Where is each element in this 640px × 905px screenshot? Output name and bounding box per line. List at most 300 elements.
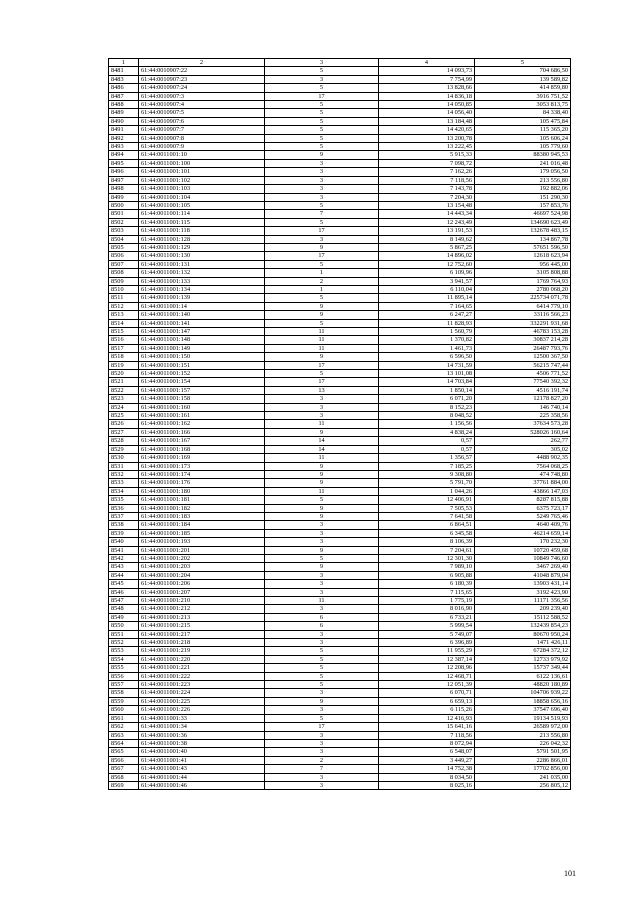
- table-cell: 61:44:0011001:193: [139, 538, 265, 546]
- table-cell: 8508: [109, 269, 139, 277]
- table-cell: 8490: [109, 117, 139, 125]
- table-cell: 11 895,14: [379, 294, 475, 302]
- table-cell: 3192 423,90: [475, 588, 571, 596]
- table-cell: 1471 426,11: [475, 639, 571, 647]
- table-cell: 61:44:0011001:131: [139, 260, 265, 268]
- table-cell: 5: [265, 672, 379, 680]
- table-cell: 19134 519,93: [475, 714, 571, 722]
- table-cell: 11: [265, 487, 379, 495]
- table-row: [109, 185, 571, 193]
- table-cell: 8486: [109, 84, 139, 92]
- table-cell: 61:44:0011001:134: [139, 285, 265, 293]
- table-row: [109, 529, 571, 537]
- table-cell: 1 775,19: [379, 597, 475, 605]
- table-cell: 8562: [109, 723, 139, 731]
- table-cell: 105 606,24: [475, 134, 571, 142]
- table-cell: 256 805,12: [475, 781, 571, 789]
- table-cell: 61:44:0011001:139: [139, 294, 265, 302]
- table-cell: 1 461,73: [379, 344, 475, 352]
- table-cell: 14 093,73: [379, 67, 475, 75]
- table-cell: 14 703,84: [379, 378, 475, 386]
- table-cell: 56215 747,44: [475, 361, 571, 369]
- table-row: [109, 756, 571, 764]
- table-cell: 1 560,79: [379, 328, 475, 336]
- table-cell: 7: [265, 210, 379, 218]
- table-cell: 13 101,08: [379, 370, 475, 378]
- table-cell: 15737 349,44: [475, 664, 571, 672]
- table-cell: 115 365,20: [475, 126, 571, 134]
- table-cell: 8513: [109, 311, 139, 319]
- table-cell: 3: [265, 781, 379, 789]
- table-cell: 80670 950,24: [475, 630, 571, 638]
- table-cell: 3: [265, 168, 379, 176]
- table-cell: 61:44:0011001:115: [139, 218, 265, 226]
- table-cell: 8 034,50: [379, 773, 475, 781]
- table-cell: 61:44:0011001:201: [139, 546, 265, 554]
- table-cell: 8 048,52: [379, 412, 475, 420]
- table-row: [109, 630, 571, 638]
- table-cell: 6375 723,17: [475, 504, 571, 512]
- table-cell: 3053 813,75: [475, 101, 571, 109]
- table-row: [109, 521, 571, 529]
- table-cell: 8499: [109, 193, 139, 201]
- table-cell: 61:44:0011001:180: [139, 487, 265, 495]
- table-cell: 7 204,61: [379, 546, 475, 554]
- table-cell: 213 556,80: [475, 731, 571, 739]
- table-cell: 5 999,54: [379, 622, 475, 630]
- table-cell: 15 641,16: [379, 723, 475, 731]
- table-cell: 170 232,30: [475, 538, 571, 546]
- table-cell: 13 828,66: [379, 84, 475, 92]
- table-cell: 3: [265, 159, 379, 167]
- table-cell: 9: [265, 697, 379, 705]
- table-cell: 3: [265, 403, 379, 411]
- table-cell: 3: [265, 689, 379, 697]
- table-cell: 6 071,20: [379, 395, 475, 403]
- table-row: [109, 67, 571, 75]
- table-cell: 61:44:0011001:202: [139, 554, 265, 562]
- table-cell: 12500 367,50: [475, 353, 571, 361]
- table-row: [109, 227, 571, 235]
- table-cell: 12 468,71: [379, 672, 475, 680]
- table-row: [109, 277, 571, 285]
- table-row: [109, 235, 571, 243]
- table-cell: 9: [265, 546, 379, 554]
- table-cell: 225734 071,78: [475, 294, 571, 302]
- table-cell: 3: [265, 605, 379, 613]
- table-cell: 8517: [109, 344, 139, 352]
- table-cell: 8522: [109, 386, 139, 394]
- table-cell: 7 641,58: [379, 512, 475, 520]
- table-row: [109, 159, 571, 167]
- table-row: [109, 109, 571, 117]
- table-cell: 0,57: [379, 445, 475, 453]
- table-cell: 6 115,26: [379, 706, 475, 714]
- table-row: [109, 496, 571, 504]
- table-cell: 11: [265, 420, 379, 428]
- table-cell: 11: [265, 336, 379, 344]
- table-cell: 1 044,26: [379, 487, 475, 495]
- table-cell: 61:44:0011001:221: [139, 664, 265, 672]
- table-cell: 12 051,39: [379, 681, 475, 689]
- table-cell: 2286 866,01: [475, 756, 571, 764]
- table-cell: 61:44:0011001:220: [139, 655, 265, 663]
- table-cell: 9: [265, 512, 379, 520]
- table-cell: 9: [265, 302, 379, 310]
- table-cell: 11 955,29: [379, 647, 475, 655]
- table-cell: 14 836,18: [379, 92, 475, 100]
- table-cell: 5: [265, 117, 379, 125]
- table-row: [109, 647, 571, 655]
- table-cell: 7 162,26: [379, 168, 475, 176]
- table-cell: 6 905,88: [379, 571, 475, 579]
- table-cell: 11: [265, 597, 379, 605]
- table-cell: 8518: [109, 353, 139, 361]
- table-cell: 8557: [109, 681, 139, 689]
- table-cell: 3105 808,88: [475, 269, 571, 277]
- table-cell: 14: [265, 445, 379, 453]
- table-cell: 132439 854,23: [475, 622, 571, 630]
- table-cell: 12 243,49: [379, 218, 475, 226]
- table-row: [109, 193, 571, 201]
- table-cell: 8566: [109, 756, 139, 764]
- table-cell: 61:44:0011001:225: [139, 697, 265, 705]
- table-row: [109, 538, 571, 546]
- table-cell: 8542: [109, 554, 139, 562]
- table-cell: 6: [265, 613, 379, 621]
- table-cell: 61:44:0011001:118: [139, 227, 265, 235]
- table-cell: 61:44:0011001:184: [139, 521, 265, 529]
- table-row: [109, 731, 571, 739]
- table-cell: 9: [265, 353, 379, 361]
- table-cell: 146 740,14: [475, 403, 571, 411]
- table-cell: 8512: [109, 302, 139, 310]
- table-row: [109, 395, 571, 403]
- table-cell: 6 109,96: [379, 269, 475, 277]
- table-cell: 5: [265, 681, 379, 689]
- table-cell: 43866 147,03: [475, 487, 571, 495]
- table-cell: 8503: [109, 227, 139, 235]
- table-cell: 6 548,07: [379, 748, 475, 756]
- table-cell: 61:44:0011001:101: [139, 168, 265, 176]
- table-cell: 8505: [109, 243, 139, 251]
- table-cell: 8521: [109, 378, 139, 386]
- table-cell: 4640 409,76: [475, 521, 571, 529]
- table-cell: 8501: [109, 210, 139, 218]
- table-cell: 61:44:0011001:168: [139, 445, 265, 453]
- table-cell: 61:44:0011001:174: [139, 470, 265, 478]
- table-cell: 7 143,78: [379, 185, 475, 193]
- table-cell: 61:44:0011001:148: [139, 336, 265, 344]
- table-cell: 5: [265, 134, 379, 142]
- table-header-row: [109, 59, 571, 67]
- table-cell: 61:44:0011001:151: [139, 361, 265, 369]
- table-cell: 3: [265, 75, 379, 83]
- table-cell: 474 748,80: [475, 470, 571, 478]
- table-row: [109, 781, 571, 789]
- table-cell: 7 185,25: [379, 462, 475, 470]
- table-cell: 12 406,91: [379, 496, 475, 504]
- table-cell: 1: [265, 285, 379, 293]
- table-cell: 6: [265, 622, 379, 630]
- table-cell: 61:44:0011001:43: [139, 765, 265, 773]
- table-cell: 61:44:0011001:204: [139, 571, 265, 579]
- table-cell: 61:44:0011001:162: [139, 420, 265, 428]
- table-cell: 14 420,65: [379, 126, 475, 134]
- table-row: [109, 739, 571, 747]
- table-cell: 9: [265, 563, 379, 571]
- table-cell: 61:44:0011001:160: [139, 403, 265, 411]
- table-cell: 8509: [109, 277, 139, 285]
- table-cell: 528026 160,64: [475, 428, 571, 436]
- table-row: [109, 336, 571, 344]
- table-cell: 7 115,65: [379, 588, 475, 596]
- table-cell: 61:44:0010907:24: [139, 84, 265, 92]
- table-cell: 5 749,07: [379, 630, 475, 638]
- table-row: [109, 260, 571, 268]
- table-cell: 61:44:0011001:103: [139, 185, 265, 193]
- table-cell: 12 387,14: [379, 655, 475, 663]
- table-cell: 15112 588,52: [475, 613, 571, 621]
- table-cell: 139 589,82: [475, 75, 571, 83]
- table-cell: 8541: [109, 546, 139, 554]
- table-cell: 13 222,45: [379, 143, 475, 151]
- table-cell: 8558: [109, 689, 139, 697]
- table-cell: 61:44:0011001:38: [139, 739, 265, 747]
- table-cell: 8531: [109, 462, 139, 470]
- table-row: [109, 344, 571, 352]
- table-cell: 332291 931,68: [475, 319, 571, 327]
- table-cell: 7 118,56: [379, 731, 475, 739]
- table-cell: 9: [265, 428, 379, 436]
- table-cell: 10849 746,60: [475, 554, 571, 562]
- table-cell: 61:44:0011001:152: [139, 370, 265, 378]
- table-cell: 105 475,84: [475, 117, 571, 125]
- page-number: 101: [564, 869, 576, 878]
- table-cell: 61:44:0011001:36: [139, 731, 265, 739]
- table-cell: 3: [265, 739, 379, 747]
- table-cell: 26589 972,00: [475, 723, 571, 731]
- table-cell: 61:44:0011001:167: [139, 437, 265, 445]
- table-cell: 5: [265, 67, 379, 75]
- table-row: [109, 201, 571, 209]
- table-row: [109, 597, 571, 605]
- table-cell: 8 149,62: [379, 235, 475, 243]
- table-cell: 8560: [109, 706, 139, 714]
- table-row: [109, 92, 571, 100]
- table-cell: 11: [265, 454, 379, 462]
- table-cell: 9: [265, 311, 379, 319]
- table-cell: 8 072,94: [379, 739, 475, 747]
- table-cell: 9: [265, 151, 379, 159]
- table-cell: 8493: [109, 143, 139, 151]
- table-cell: 6122 136,61: [475, 672, 571, 680]
- table-cell: 8496: [109, 168, 139, 176]
- table-row: [109, 672, 571, 680]
- table-cell: 7564 068,25: [475, 462, 571, 470]
- table-cell: 5: [265, 496, 379, 504]
- table-cell: 3: [265, 529, 379, 537]
- table-cell: 5: [265, 664, 379, 672]
- table-cell: 2: [265, 277, 379, 285]
- table-cell: 704 686,50: [475, 67, 571, 75]
- table-cell: 7 098,72: [379, 159, 475, 167]
- table-cell: 8556: [109, 672, 139, 680]
- table-row: [109, 370, 571, 378]
- table-cell: 61:44:0011001:206: [139, 580, 265, 588]
- table-cell: 8555: [109, 664, 139, 672]
- table-cell: 7 118,56: [379, 176, 475, 184]
- table-cell: 5: [265, 714, 379, 722]
- table-cell: 8544: [109, 571, 139, 579]
- table-cell: 61:44:0011001:149: [139, 344, 265, 352]
- table-cell: 17702 856,00: [475, 765, 571, 773]
- table-cell: 61:44:0011001:210: [139, 597, 265, 605]
- table-cell: 8535: [109, 496, 139, 504]
- table-cell: 8492: [109, 134, 139, 142]
- table-cell: 226 042,32: [475, 739, 571, 747]
- table-cell: 3: [265, 639, 379, 647]
- table-cell: 8510: [109, 285, 139, 293]
- table-cell: 61:44:0010907:5: [139, 109, 265, 117]
- table-cell: 8563: [109, 731, 139, 739]
- column-header-3: 3: [265, 59, 379, 67]
- table-cell: 134690 623,49: [475, 218, 571, 226]
- table-cell: 61:44:0010907:3: [139, 92, 265, 100]
- table-cell: 8494: [109, 151, 139, 159]
- table-cell: 61:44:0011001:129: [139, 243, 265, 251]
- table-cell: 8502: [109, 218, 139, 226]
- table-cell: 37547 696,40: [475, 706, 571, 714]
- table-cell: 3: [265, 773, 379, 781]
- table-cell: 3: [265, 580, 379, 588]
- table-row: [109, 470, 571, 478]
- table-cell: 3: [265, 630, 379, 638]
- table-cell: 61:44:0011001:157: [139, 386, 265, 394]
- table-cell: 46214 659,14: [475, 529, 571, 537]
- table-row: [109, 428, 571, 436]
- table-cell: 157 853,76: [475, 201, 571, 209]
- table-row: [109, 218, 571, 226]
- table-cell: 6 247,27: [379, 311, 475, 319]
- table-cell: 3: [265, 235, 379, 243]
- table-cell: 2: [265, 756, 379, 764]
- table-cell: 192 882,06: [475, 185, 571, 193]
- table-cell: 46783 153,28: [475, 328, 571, 336]
- table-cell: 9 308,80: [379, 470, 475, 478]
- table-cell: 14 050,85: [379, 101, 475, 109]
- table-row: [109, 361, 571, 369]
- table-cell: 61:44:0010907:9: [139, 143, 265, 151]
- table-cell: 13 184,48: [379, 117, 475, 125]
- table-cell: 8530: [109, 454, 139, 462]
- table-row: [109, 613, 571, 621]
- table-row: [109, 706, 571, 714]
- table-cell: 12618 623,94: [475, 252, 571, 260]
- table-cell: 8548: [109, 605, 139, 613]
- table-cell: 61:44:0011001:173: [139, 462, 265, 470]
- table-cell: 3: [265, 176, 379, 184]
- table-cell: 8528: [109, 437, 139, 445]
- table-cell: 6 596,50: [379, 353, 475, 361]
- table-cell: 6 864,51: [379, 521, 475, 529]
- table-row: [109, 117, 571, 125]
- table-cell: 14 443,34: [379, 210, 475, 218]
- table-row: [109, 75, 571, 83]
- table-cell: 3: [265, 706, 379, 714]
- table-cell: 8498: [109, 185, 139, 193]
- table-cell: 61:44:0011001:34: [139, 723, 265, 731]
- table-row: [109, 210, 571, 218]
- table-row: [109, 84, 571, 92]
- table-cell: 61:44:0011001:226: [139, 706, 265, 714]
- table-cell: 8551: [109, 630, 139, 638]
- table-cell: 5: [265, 294, 379, 302]
- table-cell: 5 791,70: [379, 479, 475, 487]
- table-row: [109, 563, 571, 571]
- table-cell: 1769 764,93: [475, 277, 571, 285]
- table-cell: 11: [265, 344, 379, 352]
- table-cell: 9: [265, 470, 379, 478]
- table-row: [109, 655, 571, 663]
- table-cell: 13 154,48: [379, 201, 475, 209]
- table-cell: 9: [265, 243, 379, 251]
- table-cell: 3 941,57: [379, 277, 475, 285]
- table-cell: 8 152,23: [379, 403, 475, 411]
- table-row: [109, 622, 571, 630]
- table-cell: 61:44:0011001:104: [139, 193, 265, 201]
- table-cell: 61:44:0011001:128: [139, 235, 265, 243]
- table-cell: 8524: [109, 403, 139, 411]
- table-cell: 61:44:0011001:102: [139, 176, 265, 184]
- table-cell: 61:44:0011001:147: [139, 328, 265, 336]
- table-cell: 61:44:0011001:183: [139, 512, 265, 520]
- table-cell: 61:44:0011001:40: [139, 748, 265, 756]
- table-cell: 61:44:0011001:10: [139, 151, 265, 159]
- table-cell: 1 370,82: [379, 336, 475, 344]
- table-cell: 8534: [109, 487, 139, 495]
- table-cell: 11: [265, 328, 379, 336]
- table-cell: 8519: [109, 361, 139, 369]
- table-cell: 12 752,60: [379, 260, 475, 268]
- table-cell: 8507: [109, 260, 139, 268]
- table-cell: 61:44:0010907:23: [139, 75, 265, 83]
- table-cell: 8516: [109, 336, 139, 344]
- table-cell: 61:44:0011001:169: [139, 454, 265, 462]
- table-row: [109, 664, 571, 672]
- table-cell: 61:44:0010907:22: [139, 67, 265, 75]
- table-cell: 8538: [109, 521, 139, 529]
- table-cell: 105 779,60: [475, 143, 571, 151]
- table-cell: 414 859,80: [475, 84, 571, 92]
- table-cell: 241 035,00: [475, 773, 571, 781]
- table-cell: 8529: [109, 445, 139, 453]
- table-row: [109, 126, 571, 134]
- table-row: [109, 151, 571, 159]
- table-cell: 7 505,53: [379, 504, 475, 512]
- table-cell: 4506 771,52: [475, 370, 571, 378]
- table-cell: 8287 815,88: [475, 496, 571, 504]
- table-cell: 8495: [109, 159, 139, 167]
- table-cell: 61:44:0011001:203: [139, 563, 265, 571]
- column-header-4: 4: [379, 59, 475, 67]
- table-cell: 10720 459,68: [475, 546, 571, 554]
- table-cell: 61:44:0011001:154: [139, 378, 265, 386]
- table-cell: 8554: [109, 655, 139, 663]
- table-cell: 5 867,25: [379, 243, 475, 251]
- table-cell: 104706 939,22: [475, 689, 571, 697]
- table-cell: 17: [265, 92, 379, 100]
